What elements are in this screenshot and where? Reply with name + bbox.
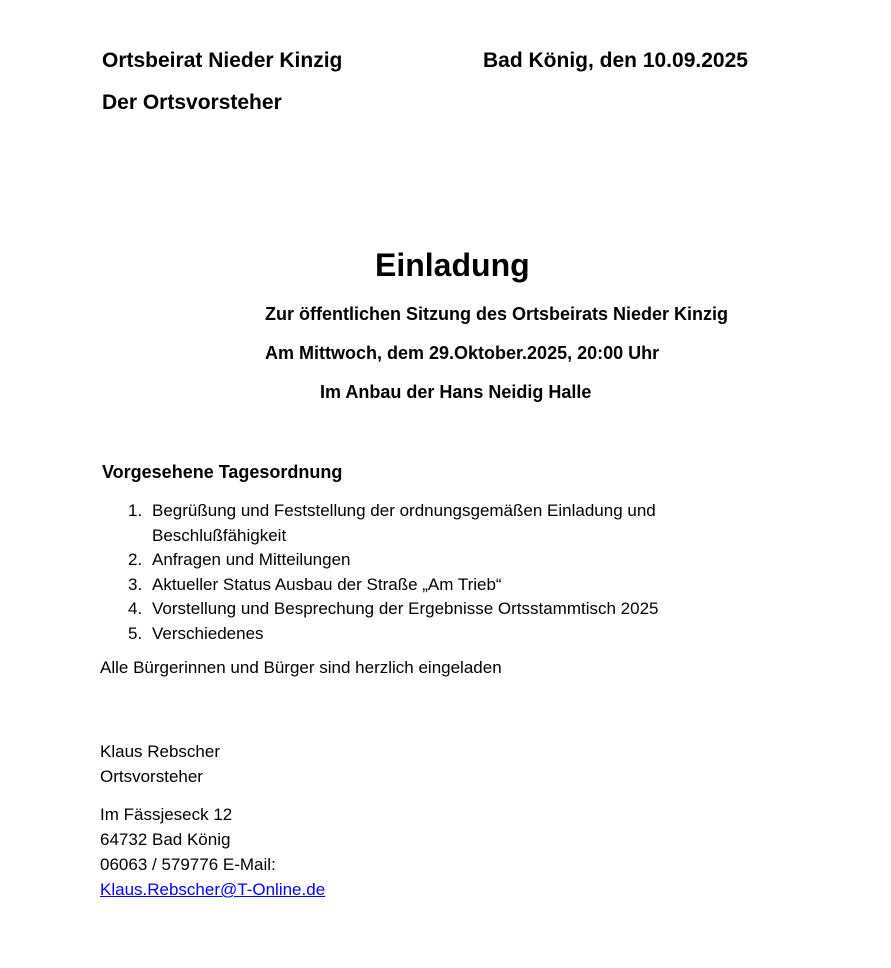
contact-block xyxy=(100,802,325,902)
signer-role: Ortsvorsteher xyxy=(100,767,203,786)
agenda-heading: Vorgesehene Tagesordnung xyxy=(102,462,343,482)
agenda-item-number: 4. xyxy=(128,599,143,618)
agenda-list xyxy=(128,499,748,646)
invitation-subtitle-2: Am Mittwoch, dem 29.Oktober.2025, 20:00 Uhr xyxy=(265,343,660,363)
agenda-item-text: Vorstellung und Besprechung der Ergebnisse Ortsstammtisch 2025 xyxy=(152,599,659,618)
agenda-item-number: 5. xyxy=(128,623,143,643)
agenda-item-text: Aktueller Status Ausbau der Straße „Am Trieb“ xyxy=(152,574,502,594)
email-link[interactable]: Klaus.Rebscher@T-Online.de xyxy=(100,880,326,899)
signature-block xyxy=(100,739,220,789)
header-org: Ortsbeirat Nieder Kinzig xyxy=(102,49,343,72)
closing-invite-line: Alle Bürgerinnen und Bürger sind herzlich eingeladen xyxy=(100,658,502,677)
header-dateline: Bad König, den 10.09.2025 xyxy=(483,49,748,72)
agenda-item xyxy=(128,499,748,548)
invitation-subtitle-1: Zur öffentlichen Sitzung des Ortsbeirats Nieder Kinzig xyxy=(265,304,729,324)
agenda-item xyxy=(128,622,748,647)
agenda-item xyxy=(128,573,748,598)
agenda-item-number: 1. xyxy=(128,501,143,520)
contact-phone-email-label: 06063 / 579776 E-Mail: xyxy=(100,855,276,874)
agenda-item-number: 2. xyxy=(128,550,143,569)
agenda-item xyxy=(128,548,748,573)
agenda-item-text: Anfragen und Mitteilungen xyxy=(152,550,351,569)
agenda-item-text: Verschiedenes xyxy=(152,623,264,643)
agenda-item-number: 3. xyxy=(128,574,143,594)
contact-street: Im Fässjeseck 12 xyxy=(100,805,233,824)
invitation-title: Einladung xyxy=(375,247,530,283)
agenda-item-text: Begrüßung und Feststellung der ordnungsgemäßen Einladung und Beschlußfähigkeit xyxy=(152,501,656,545)
contact-city: 64732 Bad König xyxy=(100,830,231,849)
signer-name: Klaus Rebscher xyxy=(100,742,221,761)
agenda-item xyxy=(128,597,748,622)
header-sender-role: Der Ortsvorsteher xyxy=(102,91,282,114)
invitation-subtitle-3: Im Anbau der Hans Neidig Halle xyxy=(320,382,592,402)
